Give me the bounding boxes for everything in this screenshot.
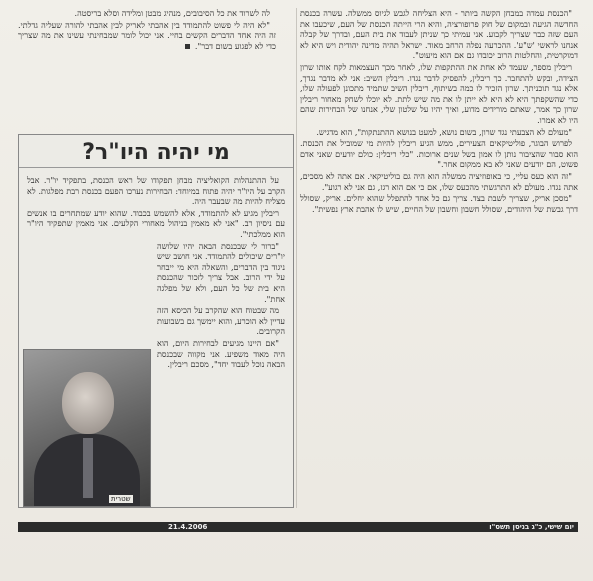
box-title: מי יהיה היו"ר? (19, 139, 293, 168)
photo-credit: שטרית (111, 495, 131, 503)
paragraph: "ברור לי שבכנסת הבאה יהיו שלושה יו"רים שיכולים להתמודד. אני חושב שיש ניגוד בין הדברים, והשאלה היא מי ייבחר על ידי הרוב. אבל צריך לזכור שהכנסת היא בית של כל העם, ולא של מפלגה אחת". (157, 240, 285, 304)
paragraph: "מעולם לא הצבעתי נגד שרון, בשום נושא, למעט בנושא ההתנתקות", הוא מדגיש. (316, 126, 572, 137)
paragraph: ריבלין מספר, שעמד לא אחת את ההתקפות שלו, לאחר מכך העצמאות לקח אותו שרון הצידה, ובקש להתחבר. כך ריבלין, להפסיק לדבר נגדו. ריבלין השיב: אני לא מדבר נגדך, אלא נגד תוכניתך. שרון הזכיר לו כמה בשיתוף, ריבלין השיב שתמיד מתכונן לפעולה שלו, כדי שהשקפתך היא לא היא לא ייתן לו את מה שיש לתת. לא יוכלו לשחק מאחור ריבלין שרון כך אמר, שאתם מורידים מדוע, ואיך יהיו על שלטון שלי, אנחנו של הבחירות שהם היו לא אמרו. (300, 61, 578, 125)
paragraph: לה לשרוד את כל הסיבובים, מנהיג מבטן ומלידה וסלא בריסטה. (74, 8, 270, 18)
paragraph: על ההתנהלות הקואליציה מבחן תפקודו של ראש הכנסת, בתפקיד יו"ר. אבל הקרב על היו"ר יהיה פתוח במיוחד: הבחירות נערכו הפעם בכנסת רבת מפלגות. לא מצליח להיות מה שבעבר היה. (27, 175, 285, 207)
paragraph: ריבלין מגיע לא להתמודד, אלא להשמש בכבוד. שהוא יודע שמתחרים בו אנשים עם ניסיון רב. "אני לא מאמין בניהול מאחורי הקלעים. אני מאמין שתפקיד היו"ר הוא ממלכתי". (27, 207, 285, 239)
paragraph: "אם היינו מגיעים לבחירות היום, הוא היה מאוד משפיע. אני מקווה שבכנסת הבאה נוכל לעבוד יחד", מסכם ריבלין. (157, 337, 285, 370)
page-footer (18, 522, 578, 532)
paragraph: "זה הוא כעס עליי, כי באופוזיציה ממשלה הוא היה גם בוליטיקאי. אם אתה לא מסכים, אתה נגדו. מעולם לא התרגשתי מהכעס שלו, אם כי אם הוא רגז, גם אני לא רגוע". (300, 170, 578, 192)
head-shape (62, 372, 114, 434)
end-mark-text: "לא היה לי פשוט להתמודד בין אהבתי לאריק לבין אהבתי להורה שעליה גדלתי. זה היה אחד הדברים הקשים בחיי. אני יכול לומר שמבחינתי עשינו את מה שצריך כדי לא לפגוע בשום דבר". (18, 19, 276, 51)
paragraph: מה שבטוח הוא שהקרב על הכיסא הזה עדיין לא הוכרע, והוא יימשך גם בשבועות הקרובים. (157, 305, 285, 337)
article-column-left (18, 8, 276, 52)
paragraph: "הכנסת עמדה במבחן הקשה ביותר - היא הצליחה לגבש לגיוס ממשלה. עשרה בכנסת החדשה הגיעה ובמקום של חוק פרופורציה, והיא הרי הייתה הכנסת של העם, שיכעבו את העם שזה כבר שצריך לקבוע. אני עמיתי כך שניתן לעבוד את בית העם, ובדרך של קבלה אנחנו לראשי 'ש"ע'. ההכרעה נפלה הרחב מאוד. ישראל תהיה מדינה יהודית ויש היא לא דמוקרטית, והחלטות הרוב יכובדו גם אם הוא מיעוט". (300, 8, 578, 61)
paragraph: לפרוש הבוגר, פוליטיקאים הצעירים, ממש הגיע ריבלין להיות מי שמוביל את הכנסת. הוא סבור שהציבור נותן לו אמון בשל שנים ארוכות. "כלי ריבלין: כולם יודעים שאני אדם פשוט, הם יודעים שאני לא בא ממקום אחר." (300, 138, 578, 170)
end-square-icon (185, 44, 190, 49)
box-text (27, 175, 285, 371)
paragraph (18, 20, 276, 52)
portrait-photo (23, 349, 151, 507)
sidebar-box (18, 134, 294, 508)
tie-shape (83, 438, 93, 498)
paragraph: "מסכן אריק, שצריך לשבת בצד. צריך גם כל אחד להתפלל שהוא יחלים. אריק, שסולל דרך גבשת של היהודים, שסולל חשבון וחשבון של החיים, שיש לו אהבת ארץ נפשית". (300, 193, 578, 214)
column-divider (296, 8, 297, 508)
footer-day: יום שישי, כ"ג בניסן תשס"ו (489, 523, 574, 531)
article-column-right (300, 8, 578, 215)
footer-date: 21.4.2006 (168, 523, 208, 531)
